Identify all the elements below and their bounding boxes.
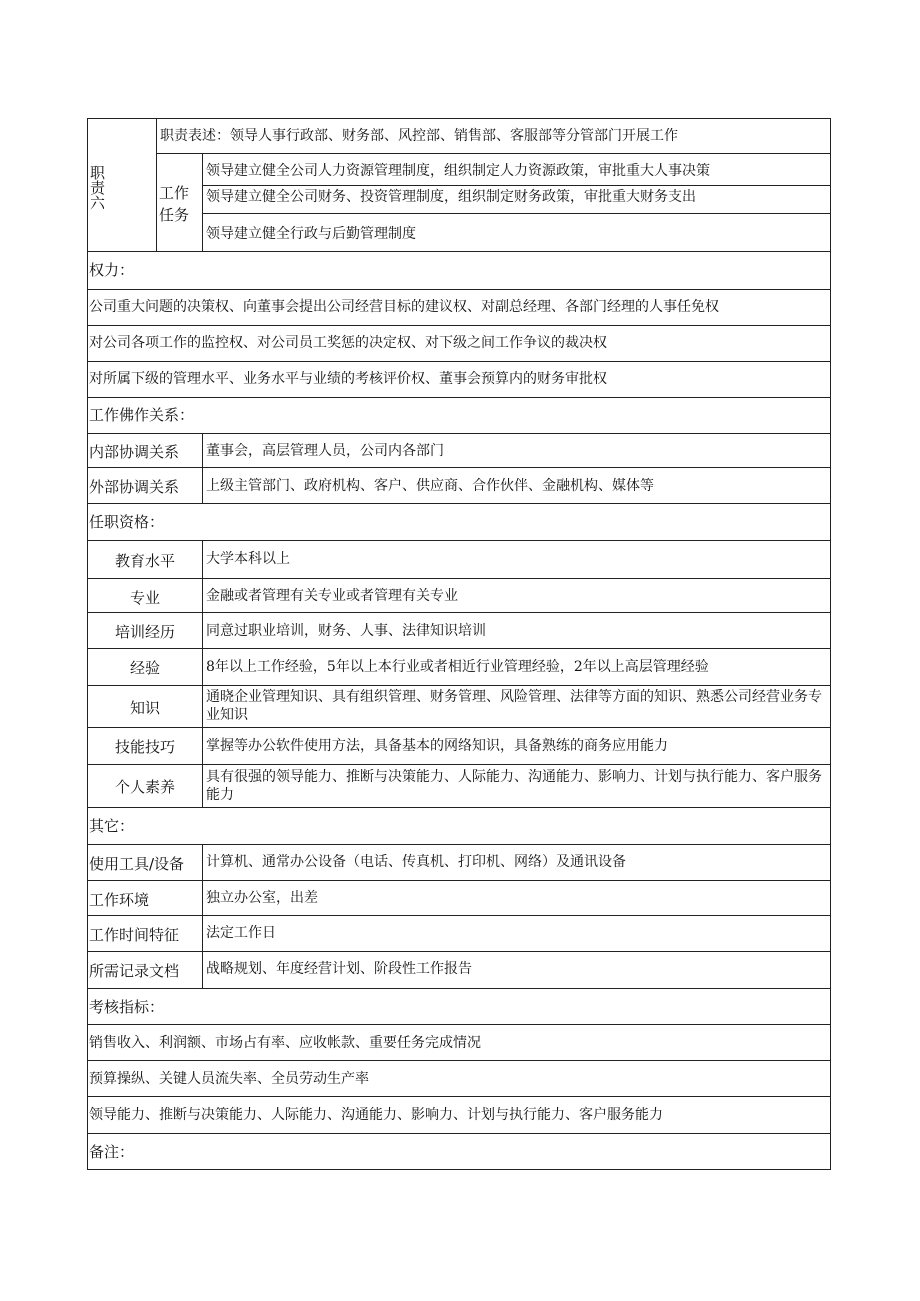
kpi-heading: 考核指标： — [89, 998, 165, 1016]
authority-item: 对公司各项工作的监控权、对公司员工奖惩的决定权、对下级之间工作争议的裁决权 — [89, 335, 607, 351]
qualification-value: 金融或者管理有关专业或者管理有关专业 — [206, 588, 458, 604]
other-heading-row — [87, 807, 831, 845]
relation-label: 外部协调关系 — [89, 478, 180, 496]
relation-value: 董事会，高层管理人员，公司内各部门 — [206, 443, 444, 459]
other-value: 战略规划、年度经营计划、阶段性工作报告 — [206, 961, 472, 977]
qualification-label: 知识 — [129, 699, 160, 717]
qualification-label: 个人素养 — [114, 778, 175, 796]
task-label: 工作任务 — [159, 184, 190, 224]
qualification-value: 同意过职业培训，财务、人事、法律知识培训 — [206, 623, 486, 639]
relation-label: 内部协调关系 — [89, 443, 180, 461]
qualifications-heading-row — [87, 503, 831, 541]
kpi-item: 预算操纵、关键人员流失率、全员劳动生产率 — [89, 1071, 369, 1087]
other-value: 法定工作日 — [206, 925, 276, 941]
remarks-row — [87, 1133, 831, 1170]
authority-heading: 权力： — [89, 261, 135, 279]
relation-value: 上级主管部门、政府机构、客户、供应商、合作伙伴、金融机构、媒体等 — [206, 478, 654, 494]
authority-item: 对所属下级的管理水平、业务水平与业绩的考核评价权、董事会预算内的财务审批权 — [89, 371, 607, 387]
task-item: 领导建立健全公司人力资源管理制度，组织制定人力资源政策，审批重大人事决策 — [206, 163, 710, 179]
authority-heading-row — [87, 251, 831, 290]
qualification-label: 教育水平 — [114, 552, 175, 570]
qualification-label: 培训经历 — [114, 623, 175, 641]
qualifications-heading: 任职资格： — [89, 513, 165, 531]
kpi-heading-row — [87, 988, 831, 1025]
duty-label: 职责六 — [90, 164, 106, 212]
other-label: 工作时间特征 — [89, 926, 180, 944]
qualification-label: 专业 — [129, 589, 160, 607]
qualification-label: 经验 — [129, 659, 160, 677]
authority-item: 公司重大问题的决策权、向董事会提出公司经营目标的建议权、对副总经理、各部门经理的人事任免权 — [89, 299, 719, 315]
remarks-heading: 备注： — [89, 1143, 135, 1161]
task-item: 领导建立健全行政与后勤管理制度 — [206, 226, 416, 242]
job-description-table — [87, 118, 831, 1170]
relations-heading-row — [87, 397, 831, 434]
task-item: 领导建立健全公司财务、投资管理制度，组织制定财务政策，审批重大财务支出 — [206, 189, 696, 205]
relations-heading: 工作佛作关系： — [89, 406, 195, 424]
qualification-value: 大学本科以上 — [206, 551, 290, 567]
kpi-item: 领导能力、推断与决策能力、人际能力、沟通能力、影响力、计划与执行能力、客户服务能力 — [89, 1107, 663, 1123]
other-heading: 其它： — [89, 817, 135, 835]
other-label: 使用工具/设备 — [89, 855, 185, 873]
qualification-value: 8年以上工作经验，5年以上本行业或者相近行业管理经验，2年以上高层管理经验 — [206, 659, 709, 675]
duty-summary: 职责表述：领导人事行政部、财务部、风控部、销售部、客服部等分管部门开展工作 — [160, 128, 678, 144]
other-value: 计算机、通常办公设备（电话、传真机、打印机、网络）及通讯设备 — [206, 854, 626, 870]
qualification-value: 掌握等办公软件使用方法，具备基本的网络知识，具备熟练的商务应用能力 — [206, 738, 668, 754]
qualification-value: 通晓企业管理知识、具有组织管理、财务管理、风险管理、法律等方面的知识、熟悉公司经营业务专业知识 — [206, 689, 822, 723]
qualification-value: 具有很强的领导能力、推断与决策能力、人际能力、沟通能力、影响力、计划与执行能力、客户服务能力 — [206, 769, 822, 803]
other-label: 所需记录文档 — [89, 962, 180, 980]
kpi-item: 销售收入、利润额、市场占有率、应收帐款、重要任务完成情况 — [89, 1035, 481, 1051]
other-value: 独立办公室，出差 — [206, 890, 318, 906]
qualification-label: 技能技巧 — [114, 738, 175, 756]
other-label: 工作环境 — [89, 891, 150, 909]
